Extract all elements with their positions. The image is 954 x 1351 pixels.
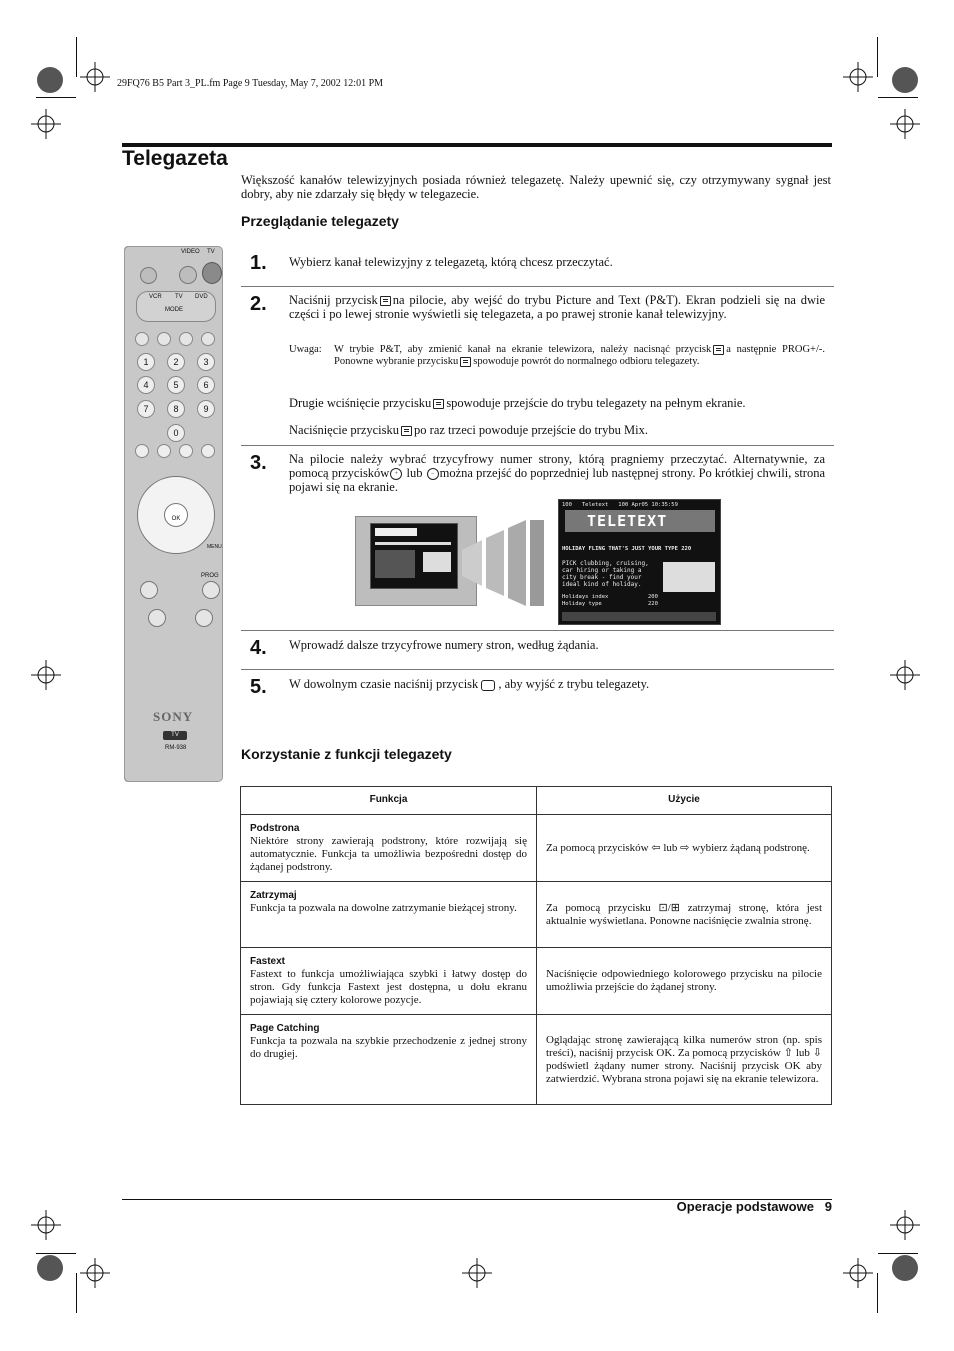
navigation-pad[interactable] [137, 476, 215, 554]
table-row [241, 882, 832, 948]
digit-7-button[interactable]: 7 [137, 400, 155, 418]
volume-up-button[interactable] [140, 581, 158, 599]
prog-down-button[interactable] [195, 609, 213, 627]
remote-model-label: RM-938 [165, 745, 187, 751]
function-name: Podstrona [250, 823, 300, 834]
step-2 [241, 286, 834, 446]
step-5 [241, 669, 834, 710]
column-header: Funkcja [241, 787, 537, 815]
digit-2-button[interactable]: 2 [167, 353, 185, 371]
remote-label-tv: TV [207, 249, 215, 255]
video-power-button[interactable] [179, 266, 197, 284]
step-number: 5. [250, 676, 267, 698]
note-label: Uwaga: [289, 344, 322, 355]
remote-tv-label: TV [163, 731, 187, 740]
function-usage: Za pomocą przycisku ⊡/⊞ zatrzymaj stronę, która jest aktualnie wyświetlana. Ponowne naciśnięcie zwalnia stronę. [537, 882, 832, 948]
remote-brand-logo: SONY [153, 709, 194, 724]
step-text: Drugie wciśnięcie przycisku spowoduje przejście do trybu telegazety na pełnym ekranie. [289, 396, 746, 410]
function-description: Funkcja ta pozwala na szybkie przechodzenie z jednej strony do drugiej. [250, 1035, 527, 1060]
table-row [241, 1015, 832, 1105]
step-text: Wprowadź dalsze trzycyfrowe numery stron, według żądania. [289, 638, 599, 652]
tv-screen-small [370, 523, 458, 589]
digit-8-button[interactable]: 8 [167, 400, 185, 418]
remote-label-prog: PROG [201, 573, 219, 579]
pt-button-icon [460, 357, 471, 367]
teletext-body: PICK clubbing, cruising, car hiring or taking a city break - find your ideal kind of holiday. [562, 560, 649, 588]
section-heading-viewing: Przeglądanie telegazety [241, 213, 399, 229]
ok-button[interactable]: OK [164, 503, 188, 527]
teletext-buttons-row [135, 444, 213, 458]
step-text: Wybierz kanał telewizyjny z telegazetą, którą chcesz przeczytać. [289, 255, 613, 269]
function-name: Fastext [250, 956, 286, 967]
teletext-index: Holidays index 200 Holiday type 220 [562, 594, 658, 607]
prog-up-button[interactable] [202, 581, 220, 599]
section-heading-functions: Korzystanie z funkcji telegazety [241, 746, 452, 762]
step-number: 3. [250, 452, 267, 474]
step-number: 4. [250, 637, 267, 659]
number-keypad [137, 353, 217, 443]
digit-4-button[interactable]: 4 [137, 376, 155, 394]
teletext-header: 100 Teletext 100 Apr05 10:35:59 [562, 502, 678, 508]
function-name: Page Catching [250, 1023, 320, 1034]
table-header-row [241, 787, 832, 815]
step-1 [241, 246, 834, 286]
transition-arrow-graphic [462, 520, 544, 606]
digit-3-button[interactable]: 3 [197, 353, 215, 371]
volume-down-button[interactable] [148, 609, 166, 627]
step-number: 1. [250, 252, 267, 274]
teletext-button-icon [433, 399, 444, 409]
note-text: W trybie P&T, aby zmienić kanał na ekranie telewizora, należy nacisnąć przycisk a następnie PROG+/-. Ponowne wybranie przycisku spowoduje powrót do normalnego odbioru telegazety. [334, 344, 825, 367]
function-name: Zatrzymaj [250, 890, 297, 901]
function-buttons-row [135, 332, 213, 346]
function-description: Funkcja ta pozwala na dowolne zatrzymanie bieżącej strony. [250, 902, 517, 914]
step-text: Naciśnięcie przycisku po raz trzeci powoduje przejście do trybu Mix. [289, 423, 648, 437]
functions-table [240, 786, 832, 1105]
teletext-screen [558, 499, 721, 625]
step-number: 2. [250, 293, 267, 315]
function-description: Fastext to funkcja umożliwiająca szybki i łatwy dostęp do stron. Gdy funkcja Fastext jest dostępna, u dołu ekranu pojawiają się cztery kolorowe pozycje. [250, 968, 527, 1006]
digit-0-button[interactable]: 0 [167, 424, 185, 442]
function-usage: Oglądając stronę zawierającą kilka numerów stron (np. spis treści), naciśnij przycisk OK. Za pomocą przycisków ⇧ lub ⇩ podświetl żądany numer strony. Naciśnij przycisk OK aby zatwierdzić. Wybrana strona pojawi się na ekranie telewizora. [537, 1015, 832, 1105]
digit-9-button[interactable]: 9 [197, 400, 215, 418]
mode-selector[interactable]: VCR TV DVD MODE [136, 291, 216, 322]
tv-set-illustration [355, 516, 477, 606]
teletext-button-icon [401, 426, 412, 436]
top-rule [122, 143, 832, 147]
page-title: Telegazeta [122, 147, 228, 170]
step-4 [241, 630, 834, 670]
teletext-button-icon [380, 296, 391, 306]
digit-1-button[interactable]: 1 [137, 353, 155, 371]
step-text: Na pilocie należy wybrać trzycyfrowy numer strony, którą pragniemy przeczytać. Alternatywnie, za pomocą przycisków + lub − można przejść do poprzedniej lub następnej strony. Po krótkiej chwili, strona pojawi się na ekranie. [289, 452, 826, 495]
teletext-headline: HOLIDAY FLING THAT'S JUST YOUR TYPE 220 [562, 546, 692, 552]
step-text: W dowolnym czasie naciśnij przycisk , aby wyjść z trybu telegazety. [289, 677, 650, 691]
step-text: Naciśnij przycisk na pilocie, aby wejść do trybu Picture and Text (P&T). Ekran podzieli się na dwie części i po lewej stronie wyświetli się telegazeta, a po prawej stronie kanał telewizyjny. [289, 293, 825, 321]
table-row [241, 815, 832, 882]
digit-6-button[interactable]: 6 [197, 376, 215, 394]
remote-label-video: VIDEO [181, 249, 200, 255]
table-row [241, 948, 832, 1015]
tv-button-icon [481, 680, 495, 691]
function-usage: Za pomocą przycisków ⇦ lub ⇨ wybierz żądaną podstronę. [537, 815, 832, 882]
remote-label-menu: MENU [207, 544, 222, 550]
digit-5-button[interactable]: 5 [167, 376, 185, 394]
pt-button-icon [713, 345, 724, 355]
column-header: Użycie [537, 787, 832, 815]
page-down-icon: − [427, 468, 439, 480]
page-up-icon: + [390, 468, 402, 480]
file-header: 29FQ76 B5 Part 3_PL.fm Page 9 Tuesday, May 7, 2002 12:01 PM [117, 78, 384, 89]
teletext-logo: TELETEXT [587, 512, 668, 530]
mute-button[interactable] [140, 267, 157, 284]
intro-paragraph: Większość kanałów telewizyjnych posiada również telegazetę. Należy upewnić się, czy otrzymywany sygnał jest dobry, aby nie zdarzały się błędy w telegazecie. [241, 173, 831, 201]
tv-power-button[interactable] [202, 262, 222, 284]
remote-body [124, 246, 223, 782]
function-usage: Naciśnięcie odpowiedniego kolorowego przycisku na pilocie umożliwia przejście do żądanej strony. [537, 948, 832, 1015]
function-description: Niektóre strony zawierają podstrony, które rozwijają się automatycznie. Funkcja ta umożliwia bezpośredni dostęp do żądanej podstrony. [250, 835, 527, 873]
page-footer: Operacje podstawowe 9 [676, 1199, 832, 1214]
